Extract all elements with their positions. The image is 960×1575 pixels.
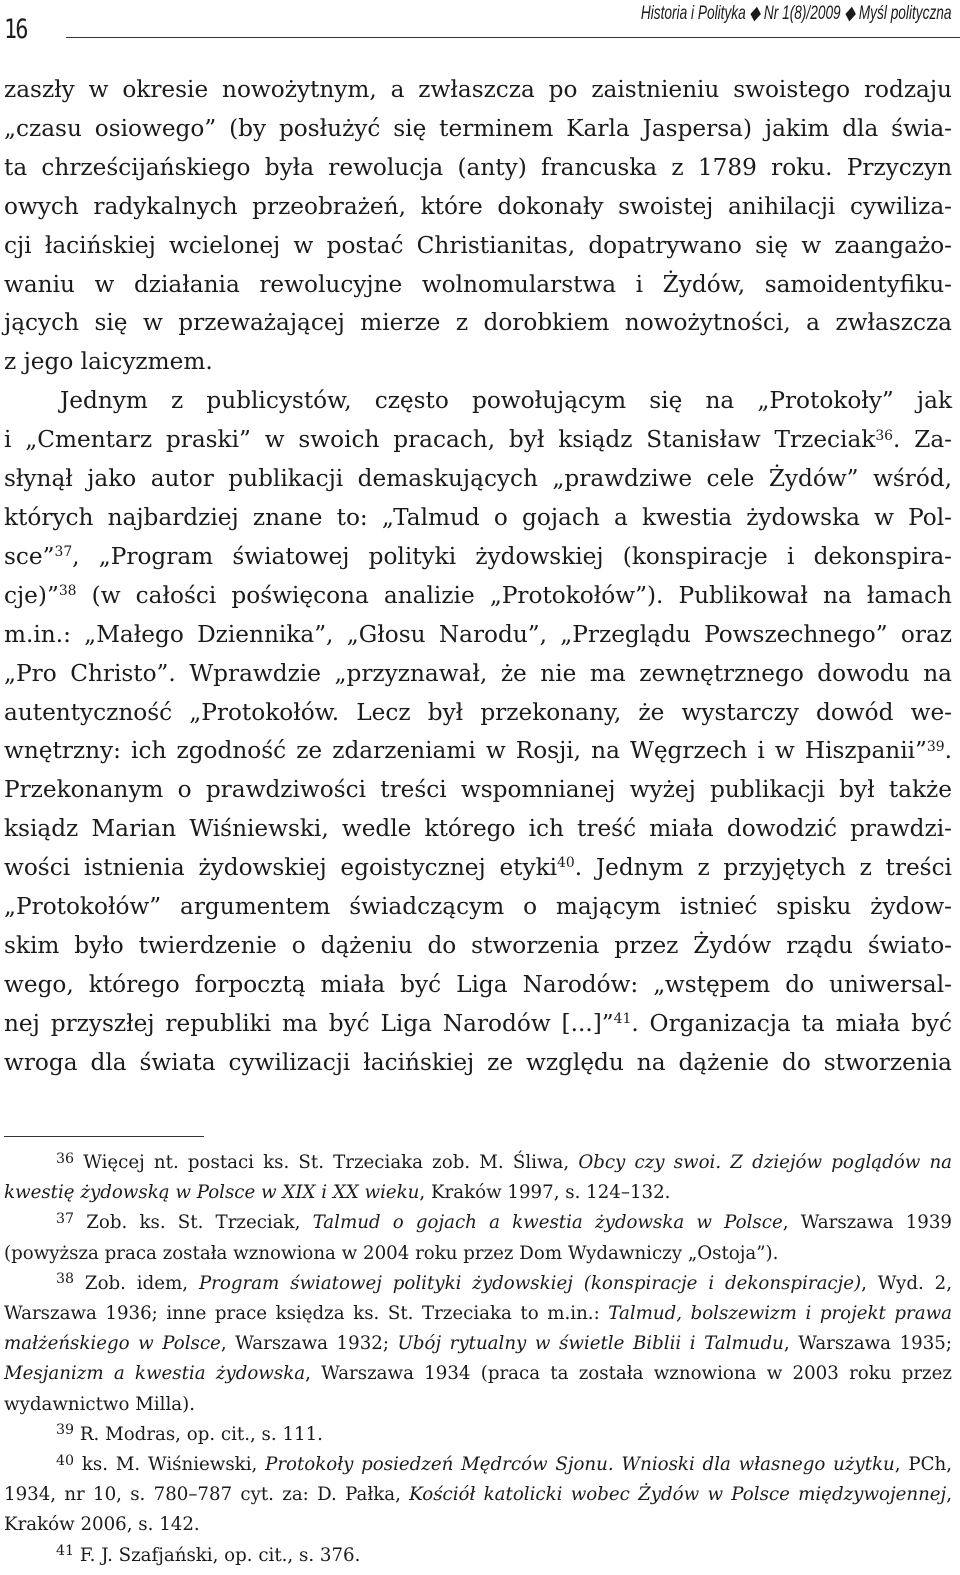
text-line: „Pro Christo”. Wprawdzie „przyznawał, że nie ma zewnętrznego dowodu na <box>4 659 952 687</box>
text-line <box>4 421 952 460</box>
text-segment: i „Cmentarz praski” w swoich pracach, był ksiądz Stanisław Trzeciak <box>4 426 876 454</box>
footnote-title: Mesjanizm a kwestia żydowska <box>4 1363 306 1385</box>
text-segment: sce” <box>4 542 55 570</box>
footnote-number: 36 <box>56 1150 75 1167</box>
text-line: ksiądz Marian Wiśniewski, wedle którego ich treść miała dowodzić prawdzi- <box>4 815 952 843</box>
footnote-number: 37 <box>56 1211 75 1228</box>
text-line: Przekonanym o prawdziwości treści wspomnianej wyżej publikacji był także <box>4 776 952 804</box>
text-line <box>4 849 952 888</box>
footnote-text: , Warszawa 1935; <box>783 1333 953 1355</box>
footnote-text: Więcej nt. postaci ks. St. Trzeciaka zob. M. Śliwa, <box>74 1152 579 1173</box>
running-title: Historia i Polityka ◆ Nr 1(8)/2009 ◆ Myśl polityczna <box>641 3 952 24</box>
text-segment: wnętrzny: ich zgodność ze zdarzeniami w Rosji, na Węgrzech i w Hiszpanii” <box>4 737 927 765</box>
footnote-41 <box>4 1541 952 1571</box>
page-header <box>0 0 960 50</box>
footnote-ref: 37 <box>54 544 73 561</box>
footnote-title: Ubój rytualny w świetle Biblii i Talmudu <box>397 1333 784 1355</box>
footnote-number: 39 <box>56 1422 75 1439</box>
footnote-text: , Warszawa 1932; <box>220 1333 398 1355</box>
text-line: „czasu osiowego” (by posłużyć się terminem Karla Jaspersa) jakim dla świa- <box>4 114 952 142</box>
text-segment: . Za- <box>893 426 952 454</box>
text-segment: . <box>944 737 952 765</box>
footnote-title: Protokoły posiedzeń Mędrców Sjonu. Wnioski dla własnego użytku <box>265 1454 895 1476</box>
footnote-text: , Warszawa 1934 (praca ta została wznowiona w 2003 roku przez wydawnictwo Milla). <box>4 1363 952 1415</box>
text-line: skim było twierdzenie o dążeniu do stworzenia przez Żydów rządu światо- <box>4 931 952 959</box>
text-segment: (w całości poświęcona analizie „Protokołów”). Publikował na łamach <box>76 581 952 609</box>
text-segment: nej przyszłej republiki ma być Liga Narodów [...]” <box>4 1009 614 1037</box>
footnote-title: Talmud o gojach a kwestia żydowska w Polsce <box>312 1212 783 1234</box>
footnote-title: Talmud, bolszewizm i projekt prawa małżeńskiego w Polsce <box>4 1303 952 1355</box>
text-line: których najbardziej znane to: „Talmud o gojach a kwestia żydowska w Pol- <box>4 503 952 531</box>
text-line: słynął jako autor publikacji demaskujących „prawdziwe cele Żydów” wśród, <box>4 465 952 493</box>
footnote-title: Kościół katolicki wobec Żydów w Polsce międzywojennej <box>409 1484 947 1506</box>
footnote-36 <box>4 1148 952 1208</box>
footnote-text: F. J. Szafjański, op. cit., s. 376. <box>74 1544 361 1566</box>
footnote-ref: 38 <box>58 583 77 600</box>
footnote-text: , Warszawa 1939 (powyższa praca została wznowiona w 2004 roku przez Dom Wydawniczy „Ostoja”). <box>4 1212 953 1264</box>
footnote-title: Program światowej polityki żydowskiej (konspiracje i dekonspiracje) <box>198 1272 862 1294</box>
footnote-number: 38 <box>56 1271 75 1288</box>
text-line: wroga dla świata cywilizacji łacińskiej ze względu na dążenie do stworzenia <box>4 1048 952 1076</box>
text-segment: . Jednym z przyjętych z treści <box>574 854 952 882</box>
text-line <box>4 1005 952 1044</box>
text-line: „Protokołów” argumentem świadczącym o mającym istnieć spisku żydow- <box>4 893 952 921</box>
text-line <box>4 732 952 771</box>
footnote-text: , PCh, 1934, nr 10, s. 780–787 cyt. za: D. Pałka, <box>4 1454 952 1506</box>
text-segment: . Organizacja ta miała być <box>631 1009 952 1037</box>
text-line: owych radykalnych przeobrażeń, które dokonały swoistej anihilacji cywiliza- <box>4 192 952 220</box>
footnotes <box>4 1148 952 1571</box>
footnote-ref: 41 <box>613 1011 632 1028</box>
footnote-number: 40 <box>56 1452 75 1469</box>
text-segment: wości istnienia żydowskiej egoistycznej etyki <box>4 854 558 882</box>
text-line: autentyczność „Protokołów. Lecz był przekonany, że wystarczy dowód we- <box>4 698 952 726</box>
text-line: ta chrześcijańskiego była rewolucja (anty) francuska z 1789 roku. Przyczyn <box>4 153 952 181</box>
text-line <box>4 538 952 577</box>
body-text <box>4 71 952 1083</box>
footnote-text: ks. M. Wiśniewski, <box>74 1454 266 1476</box>
footnote-38 <box>4 1269 952 1420</box>
text-line: m.in.: „Małego Dziennika”, „Głosu Narodu”, „Przeglądu Powszechnego” oraz <box>4 620 952 648</box>
text-line: zaszły w okresie nowożytnym, a zwłaszcza po zaistnieniu swoistego rodzaju <box>4 76 952 103</box>
text-line: waniu w działania rewolucyjne wolnomularstwa i Żydów, samoidentyfiku- <box>4 270 952 298</box>
text-line: wego, którego forpocztą miała być Liga Narodów: „wstępem do uniwersal- <box>4 970 952 998</box>
footnote-39 <box>4 1420 952 1450</box>
footnote-text: , Kraków 1997, s. 124–132. <box>419 1182 671 1204</box>
footnote-title: Obcy czy swoi. Z dziejów poglądów na kwestię żydowską w Polsce w XIX i XX wieku <box>4 1152 952 1204</box>
text-line <box>4 577 952 616</box>
text-line: z jego laicyzmem. <box>4 348 213 376</box>
footnote-ref: 40 <box>557 855 575 872</box>
text-segment: cje)” <box>4 581 59 609</box>
text-segment: , „Program światowej polityki żydowskiej (konspiracje i dekonspira- <box>72 542 952 570</box>
footnote-rule <box>4 1136 204 1137</box>
footnote-text: , Kraków 2006, s. 142. <box>4 1484 952 1536</box>
footnote-37 <box>4 1208 952 1268</box>
footnote-text: R. Modras, op. cit., s. 111. <box>74 1423 323 1445</box>
footnote-text: Zob. ks. St. Trzeciak, <box>74 1212 313 1234</box>
footnote-40 <box>4 1450 952 1541</box>
text-line: cji łacińskiej wcielonej w postać Christianitas, dopatrywano się w zaangażo- <box>4 231 952 259</box>
footnote-number: 41 <box>56 1543 75 1560</box>
footnote-ref: 39 <box>926 738 945 755</box>
footnote-text: , Wyd. 2, Warszawa 1936; inne prace księdza ks. St. Trzeciaka to m.in.: <box>4 1272 952 1325</box>
header-rule <box>66 37 960 38</box>
text-line: jących się w przeważającej mierze z dorobkiem nowożytności, a zwłaszcza <box>4 309 952 337</box>
text-line: Jednym z publicystów, często powołującym się na „Protokoły” jak <box>60 387 952 415</box>
footnote-ref: 36 <box>875 427 894 444</box>
page-number: 16 <box>4 14 27 45</box>
footnote-text: Zob. idem, <box>74 1272 199 1294</box>
